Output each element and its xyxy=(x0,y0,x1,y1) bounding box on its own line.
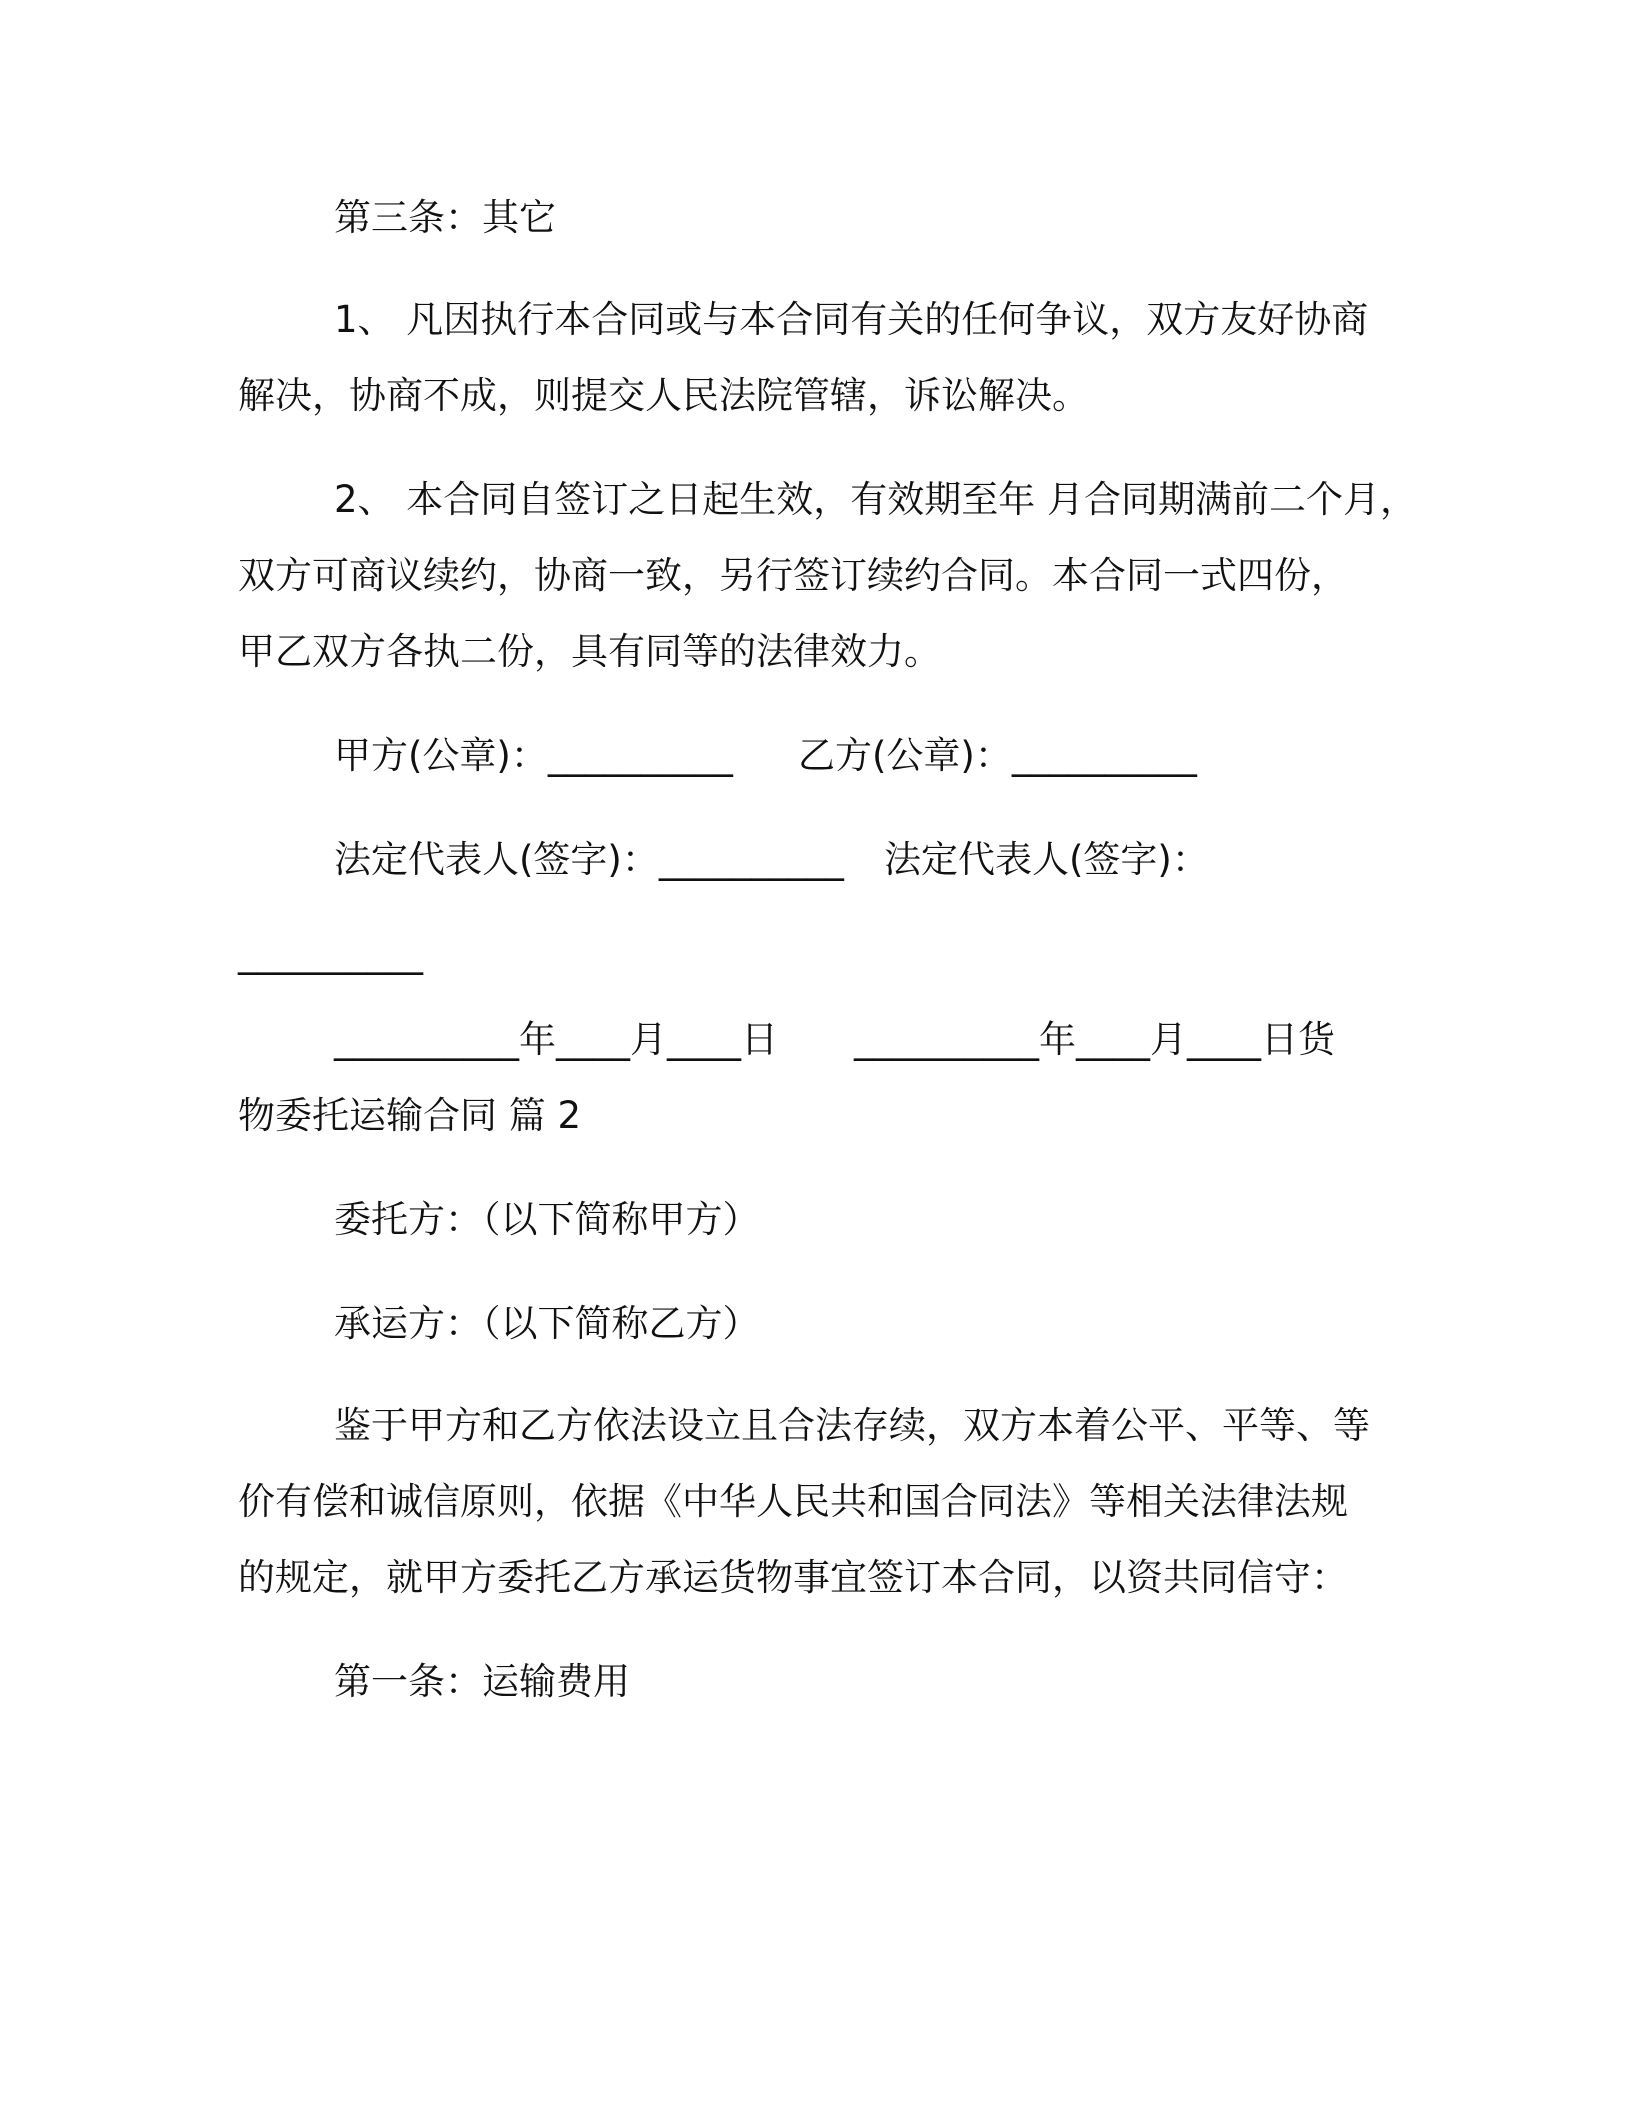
date-a: __________年____月____日 xyxy=(334,1018,778,1061)
preamble-line2: 价有偿和诚信原则，依据《中华人民共和国合同法》等相关法律法规 xyxy=(238,1480,1348,1523)
rep-a-signature: 法定代表人(签字)：__________ xyxy=(334,838,844,881)
clause2-line1: 2、 本合同自签订之日起生效，有效期至年 月合同期满前二个月， xyxy=(334,478,1418,521)
carrier-party: 承运方：（以下简称乙方） xyxy=(334,1302,760,1345)
contract2-title: 物委托运输合同 篇 2 xyxy=(238,1094,582,1137)
client-party: 委托方：（以下简称甲方） xyxy=(334,1198,760,1241)
rep-b-signature-blank: __________ xyxy=(238,932,423,975)
party-b-seal: 乙方(公章)：__________ xyxy=(798,734,1197,777)
article3-heading: 第三条：其它 xyxy=(334,196,556,239)
preamble-line3: 的规定，就甲方委托乙方承运货物事宜签订本合同，以资共同信守： xyxy=(238,1556,1348,1599)
clause1-line1: 1、 凡因执行本合同或与本合同有关的任何争议，双方友好协商 xyxy=(334,298,1369,341)
party-a-seal: 甲方(公章)：__________ xyxy=(334,734,733,777)
rep-b-signature: 法定代表人(签字)： xyxy=(884,838,1209,881)
date-b: __________年____月____日货 xyxy=(854,1018,1335,1061)
preamble-line1: 鉴于甲方和乙方依法设立且合法存续，双方本着公平、平等、等 xyxy=(334,1404,1370,1447)
clause2-line2: 双方可商议续约，协商一致，另行签订续约合同。本合同一式四份， xyxy=(238,554,1348,597)
article1-heading: 第一条：运输费用 xyxy=(334,1660,630,1703)
clause2-line3: 甲乙双方各执二份，具有同等的法律效力。 xyxy=(238,630,941,673)
clause1-line2: 解决，协商不成，则提交人民法院管辖，诉讼解决。 xyxy=(238,374,1089,417)
